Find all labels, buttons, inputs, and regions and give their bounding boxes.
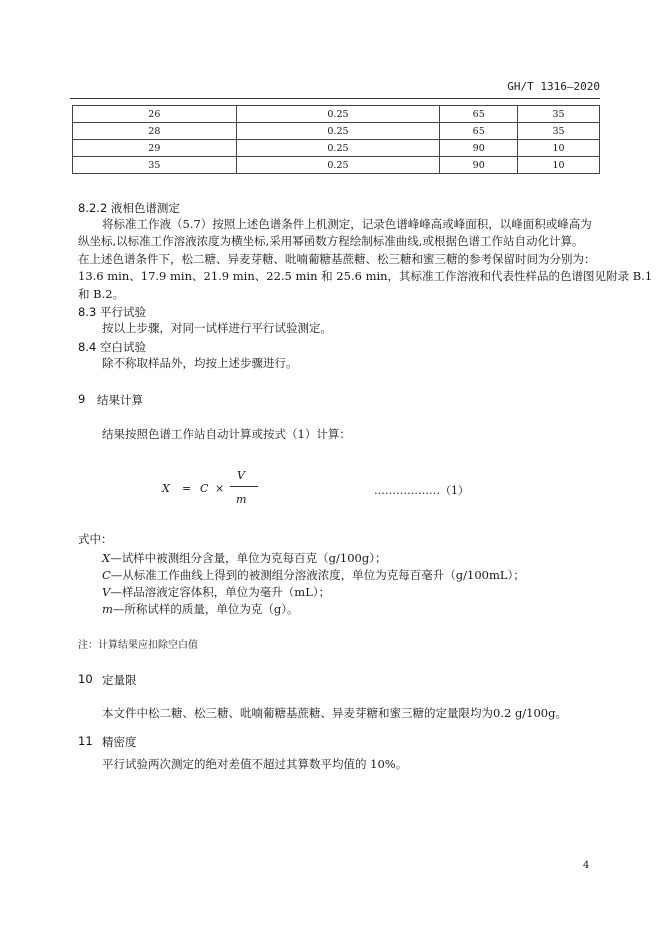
table-cell: 0.25 bbox=[236, 106, 440, 123]
formula-numerator: V bbox=[237, 469, 245, 482]
formula-eq: = bbox=[182, 482, 192, 495]
para-line: 在上述色谱条件下，松二糖、异麦芽糖、吡喃葡糖基蔗糖、松三糖和蜜三糖的参考保留时间为分别为： bbox=[78, 252, 596, 266]
table-cell: 10 bbox=[518, 140, 600, 157]
formula-c: C bbox=[200, 482, 209, 495]
para-line: 按以上步骤，对同一试样进行平行试验测定。 bbox=[102, 321, 332, 335]
var-def-m: m—所称试样的质量，单位为克（g）。 bbox=[102, 602, 299, 616]
para-line: 本文件中松二糖、松三糖、吡喃葡糖基蔗糖、异麦芽糖和蜜三糖的定量限均为0.2 g/100g。 bbox=[102, 706, 567, 720]
heading-8-4: 8.4 空白试验 bbox=[78, 340, 146, 354]
heading-11: 精密度 bbox=[102, 735, 137, 749]
para-line: 和 B.2。 bbox=[78, 287, 125, 301]
var-def-c: C—从标准工作曲线上得到的被测组分溶液浓度，单位为克每百毫升（g/100mL）； bbox=[102, 568, 525, 582]
formula-denominator: m bbox=[236, 493, 247, 506]
table-cell: 35 bbox=[73, 157, 237, 174]
formula-lhs bbox=[162, 482, 170, 495]
fraction-bar bbox=[230, 486, 258, 487]
table-cell: 35 bbox=[518, 123, 600, 140]
heading-9: 结果计算 bbox=[97, 393, 143, 407]
table-cell: 0.25 bbox=[236, 123, 440, 140]
heading-10: 定量限 bbox=[102, 673, 137, 687]
table-cell: 10 bbox=[518, 157, 600, 174]
section-11-number: 11 bbox=[78, 734, 93, 748]
heading-8-3: 8.3 平行试验 bbox=[78, 305, 146, 319]
formula-x: X bbox=[162, 482, 170, 495]
table-row bbox=[73, 140, 600, 157]
para-line: 结果按照色谱工作站自动计算或按式（1）计算： bbox=[102, 427, 351, 441]
table-cell: 65 bbox=[440, 106, 518, 123]
table-row bbox=[73, 106, 600, 123]
section-9-number: 9 bbox=[78, 392, 86, 406]
where-label: 式中： bbox=[78, 532, 113, 546]
table-cell: 65 bbox=[440, 123, 518, 140]
header-rule bbox=[70, 98, 600, 99]
para-line: 13.6 min、17.9 min、21.9 min、22.5 min 和 25.6 min，其标准工作溶液和代表性样品的色谱图见附录 B.1 bbox=[78, 269, 653, 283]
table-row bbox=[73, 123, 600, 140]
table-cell: 26 bbox=[73, 106, 237, 123]
var-def-x: X—试样中被测组分含量，单位为克每百克（g/100g）； bbox=[102, 551, 387, 565]
table-row bbox=[73, 157, 600, 174]
para-line: 除不称取样品外，均按上述步骤进行。 bbox=[102, 356, 298, 370]
table-cell: 28 bbox=[73, 123, 237, 140]
table-cell: 35 bbox=[518, 106, 600, 123]
standard-code: GH/T 1316—2020 bbox=[507, 80, 600, 93]
para-line: 将标准工作液（5.7）按照上述色谱条件上机测定，记录色谱峰峰高或峰面积，以峰面积或峰高为 bbox=[102, 217, 592, 231]
table-cell: 90 bbox=[440, 140, 518, 157]
note: 注：计算结果应扣除空白值 bbox=[78, 640, 198, 651]
page-number: 4 bbox=[583, 860, 590, 871]
table-cell: 0.25 bbox=[236, 140, 440, 157]
formula-number: ………………（1） bbox=[374, 484, 469, 497]
table-cell: 29 bbox=[73, 140, 237, 157]
para-line: 纵坐标,以标准工作溶液浓度为横坐标,采用幂函数方程绘制标准曲线,或根据色谱工作站自动化计算。 bbox=[78, 234, 584, 248]
para-line: 平行试验两次测定的绝对差值不超过其算数平均值的 10%。 bbox=[102, 757, 408, 771]
formula-times: × bbox=[215, 482, 225, 495]
table-cell: 0.25 bbox=[236, 157, 440, 174]
heading-8-2-2: 8.2.2 液相色谱测定 bbox=[78, 201, 180, 215]
gradient-table bbox=[72, 105, 600, 174]
table-cell: 90 bbox=[440, 157, 518, 174]
section-10-number: 10 bbox=[78, 672, 93, 686]
var-def-v: V—样品溶液定容体积，单位为毫升（mL）； bbox=[102, 585, 331, 599]
